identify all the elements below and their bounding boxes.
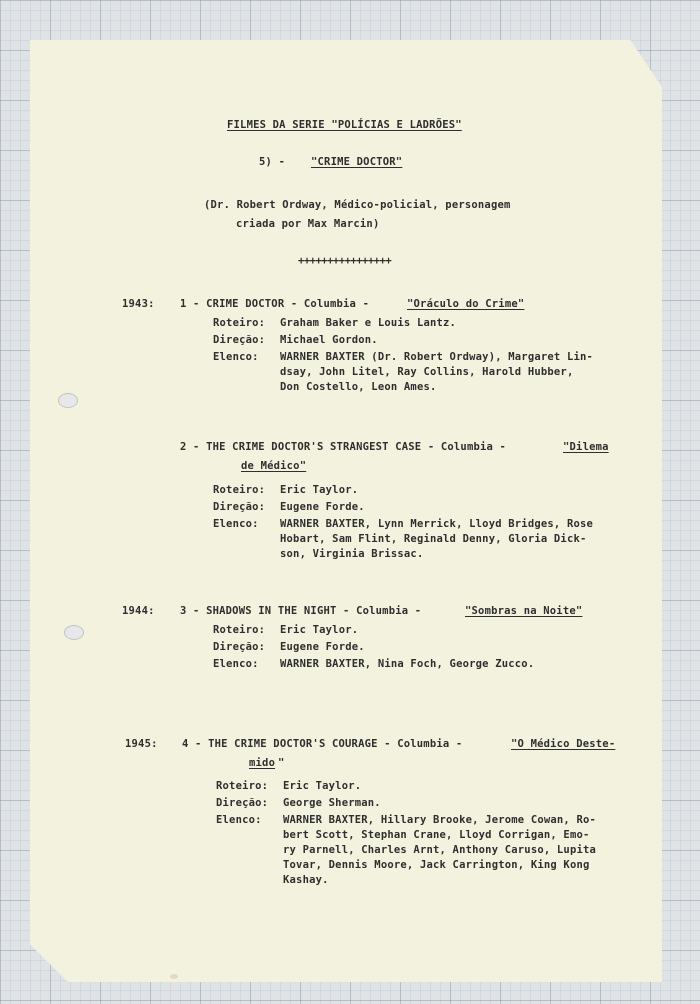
film-2-elenco-line: Hobart, Sam Flint, Reginald Denny, Gloria Dick- — [280, 533, 587, 545]
film-1-roteiro: Graham Baker e Louis Lantz. — [280, 317, 457, 329]
film-1-portuguese-title: "Oráculo do Crime" — [407, 298, 525, 310]
film-2-direcao: Eugene Forde. — [280, 501, 365, 513]
film-1-heading: 1 - CRIME DOCTOR - Columbia - — [180, 298, 376, 310]
film-1-year: 1943: — [122, 298, 155, 310]
film-4-heading: 4 - THE CRIME DOCTOR'S COURAGE - Columbia - — [182, 738, 469, 750]
film-3-year: 1944: — [122, 605, 155, 617]
section-number: 5) - — [259, 156, 292, 168]
film-1-elenco-line: WARNER BAXTER (Dr. Robert Ordway), Margaret Lin- — [280, 351, 594, 363]
film-1-elenco-line: dsay, John Litel, Ray Collins, Harold Hubber, — [280, 366, 574, 378]
film-4-roteiro-label: Roteiro: — [216, 780, 269, 792]
film-3-elenco-label: Elenco: — [213, 658, 259, 670]
film-2-direcao-label: Direção: — [213, 501, 266, 513]
film-1-direcao-label: Direção: — [213, 334, 266, 346]
series-title: FILMES DA SERIE "POLÍCIAS E LADRÕES" — [227, 119, 462, 131]
separator-line: ++++++++++++++++ — [298, 255, 392, 267]
intro-line-1: (Dr. Robert Ordway, Médico-policial, personagem — [204, 199, 511, 211]
film-4-elenco-label: Elenco: — [216, 814, 262, 826]
film-2-roteiro: Eric Taylor. — [280, 484, 359, 496]
film-1-direcao: Michael Gordon. — [280, 334, 378, 346]
film-4-portuguese-title-l1: "O Médico Deste- — [511, 738, 616, 750]
film-1-roteiro-label: Roteiro: — [213, 317, 266, 329]
film-4-year: 1945: — [125, 738, 158, 750]
film-2-elenco-label: Elenco: — [213, 518, 259, 530]
paper-stain — [40, 970, 50, 976]
film-2-elenco-line: son, Virginia Brissac. — [280, 548, 424, 560]
paper-stain — [170, 974, 178, 979]
film-4-elenco-line: WARNER BAXTER, Hillary Brooke, Jerome Cowan, Ro- — [283, 814, 597, 826]
film-3-direcao: Eugene Forde. — [280, 641, 365, 653]
film-2-roteiro-label: Roteiro: — [213, 484, 266, 496]
film-3-roteiro-label: Roteiro: — [213, 624, 266, 636]
film-2-portuguese-title-l2: de Médico" — [241, 460, 307, 472]
film-3-roteiro: Eric Taylor. — [280, 624, 359, 636]
film-4-portuguese-title-l2-quote: " — [278, 757, 285, 769]
film-4-roteiro: Eric Taylor. — [283, 780, 362, 792]
punch-hole-top — [58, 393, 78, 408]
film-2-portuguese-title-l1: "Dilema — [563, 441, 609, 453]
film-4-portuguese-title-l2: mido — [249, 757, 276, 769]
punch-hole-bottom — [64, 625, 84, 640]
film-4-elenco-line: Kashay. — [283, 874, 329, 886]
film-4-elenco-line: Tovar, Dennis Moore, Jack Carrington, King Kong — [283, 859, 590, 871]
film-3-direcao-label: Direção: — [213, 641, 266, 653]
film-3-heading: 3 - SHADOWS IN THE NIGHT - Columbia - — [180, 605, 428, 617]
film-4-elenco-line: bert Scott, Stephan Crane, Lloyd Corrigan, Emo- — [283, 829, 590, 841]
film-4-direcao: George Sherman. — [283, 797, 381, 809]
film-3-portuguese-title: "Sombras na Noite" — [465, 605, 583, 617]
film-2-heading: 2 - THE CRIME DOCTOR'S STRANGEST CASE - Columbia - — [180, 441, 513, 453]
intro-line-2: criada por Max Marcin) — [236, 218, 380, 230]
film-2-elenco-line: WARNER BAXTER, Lynn Merrick, Lloyd Bridges, Rose — [280, 518, 594, 530]
film-4-elenco-line: ry Parnell, Charles Arnt, Anthony Caruso, Lupita — [283, 844, 597, 856]
section-title: "CRIME DOCTOR" — [311, 156, 403, 168]
film-1-elenco-line: Don Costello, Leon Ames. — [280, 381, 437, 393]
film-4-direcao-label: Direção: — [216, 797, 269, 809]
film-1-elenco-label: Elenco: — [213, 351, 259, 363]
film-3-elenco-line: WARNER BAXTER, Nina Foch, George Zucco. — [280, 658, 535, 670]
